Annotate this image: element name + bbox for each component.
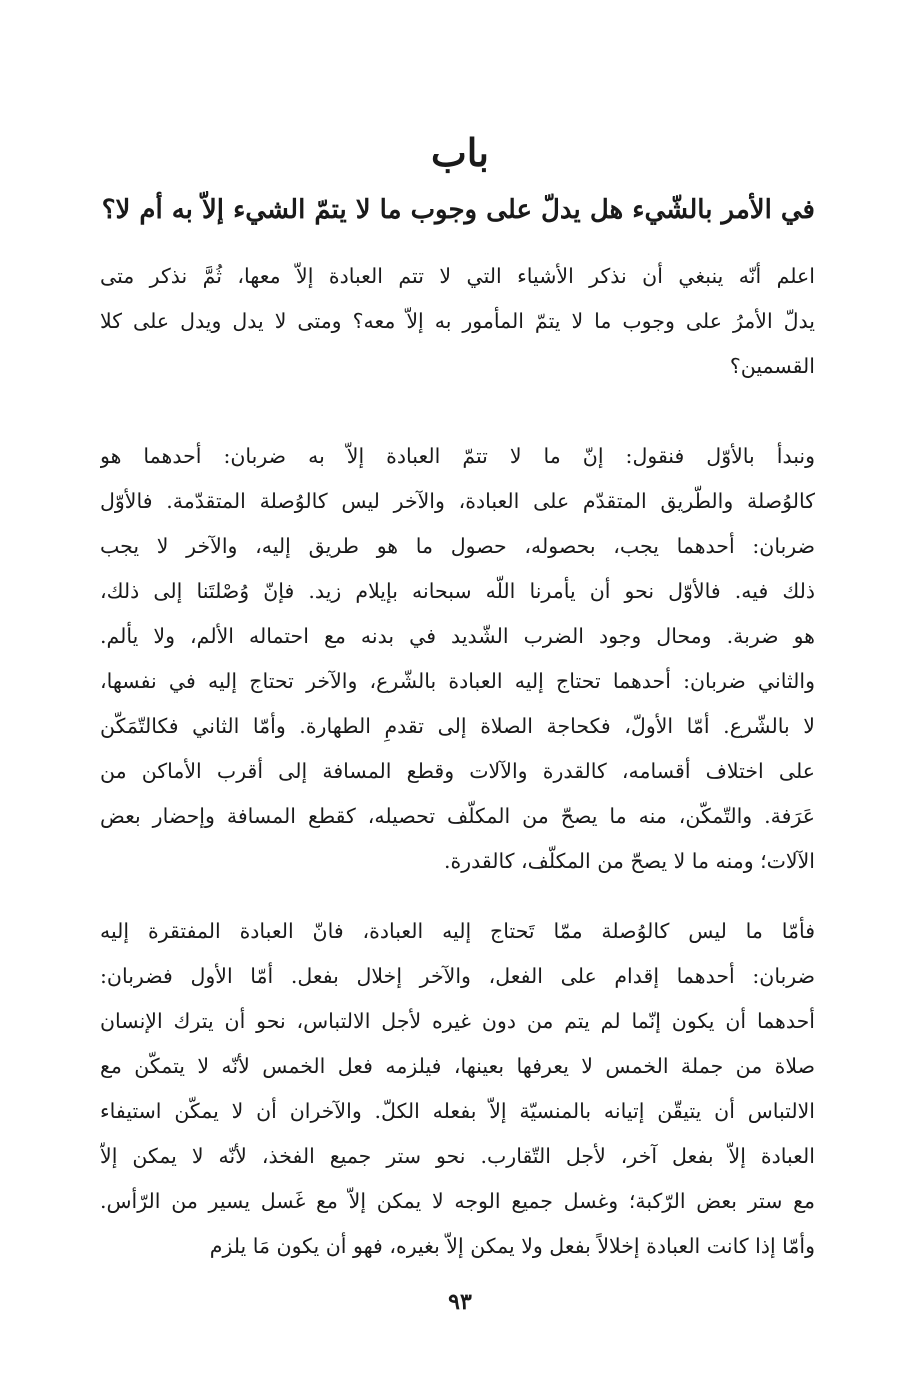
text-line: صلاة من جملة الخمس لا يعرفها بعينها، فيلزمه فعل الخمس لأنّه لا يتمكّن مع: [100, 1054, 815, 1078]
text-line: كالوُصلة والطّريق المتقدّم على العبادة، والآخر ليس كالوُصلة المتقدّمة. فالأوّل: [100, 489, 815, 513]
text-line: لا بالشّرع. أمّا الأولّ، فكحاجة الصلاة إلى تقدمِ الطهارة. وأمّا الثاني فكالتّمَكّن: [100, 714, 815, 738]
text-line: العبادة إلاّ بفعل آخر، لأجل التّقارب. نحو ستر جميع الفخذ، لأنّه لا يمكن إلاّ: [100, 1144, 815, 1168]
text-line: والثاني ضربان: أحدهما تحتاج إليه العبادة بالشّرع، والآخر تحتاج إليه في نفسها،: [100, 669, 815, 693]
text-line: وأمّا إذا كانت العبادة إخلالاً بفعل ولا يمكن إلاّ بغيره، فهو أن يكون مَا يلزم: [209, 1234, 815, 1258]
chapter-heading: باب: [431, 130, 489, 175]
text-line: مع ستر بعض الرّكبة؛ وغسل جميع الوجه لا يمكن إلاّ مع غَسل يسير من الرّأس.: [100, 1189, 815, 1213]
text-line: القسمين؟: [729, 354, 815, 378]
text-line: الآلات؛ ومنه ما لا يصحّ من المكلّف، كالقدرة.: [443, 849, 815, 873]
text-line: ذلك فيه. فالأوّل نحو أن يأمرنا اللّه سبحانه بإيلام زيد. فإنّ وُصْلتَنا إلى ذلك،: [100, 579, 815, 603]
text-line: أحدهما أن يكون إنّما لم يتم من دون غيره لأجل الالتباس، نحو أن يترك الإنسان: [100, 1009, 815, 1033]
chapter-title: في الأمر بالشّيء هل يدلّ على وجوب ما لا يتمّ الشيء إلاّ به أم لا؟: [101, 195, 815, 225]
text-line: هو ضربة. ومحال وجود الضرب الشّديد في بدنه مع احتماله الألم، ولا يألم.: [100, 624, 815, 648]
text-line: الالتباس أن يتيقّن إتيانه بالمنسيّة إلاّ بفعله الكلّ. والآخران أن لا يمكّن استيفاء: [100, 1099, 815, 1123]
text-line: اعلم أنّه ينبغي أن نذكر الأشياء التي لا تتم العبادة إلاّ معها، ثُمَّ نذكر متى: [100, 264, 815, 288]
text-line: فأمّا ما ليس كالوُصلة ممّا تَحتاج إليه العبادة، فانّ العبادة المفتقرة إليه: [100, 919, 815, 943]
paragraph-intro: [100, 254, 815, 389]
paragraph-second-section: [100, 909, 815, 1269]
text-line: ضربان: أحدهما يجب، بحصوله، حصول ما هو طريق إليه، والآخر لا يجب: [100, 534, 815, 558]
text-line: عَرَفة. والتّمكّن، منه ما يصحّ من المكلّف تحصيله، كقطع المسافة وإحضار بعض: [100, 804, 815, 828]
text-line: ونبدأ بالأوّل فنقول: إنّ ما لا تتمّ العبادة إلاّ به ضربان: أحدهما هو: [100, 444, 815, 468]
page-number: ٩٣: [448, 1289, 472, 1315]
text-line: يدلّ الأمرُ على وجوب ما لا يتمّ المأمور به إلاّ معه؟ ومتى لا يدل ويدل على كلا: [100, 309, 815, 333]
text-line: على اختلاف أقسامه، كالقدرة والآلات وقطع المسافة إلى أقرب الأماكن من: [100, 759, 815, 783]
text-line: ضربان: أحدهما إقدام على الفعل، والآخر إخلال بفعل. أمّا الأول فضربان:: [100, 964, 815, 988]
paragraph-first-section: [100, 434, 815, 884]
